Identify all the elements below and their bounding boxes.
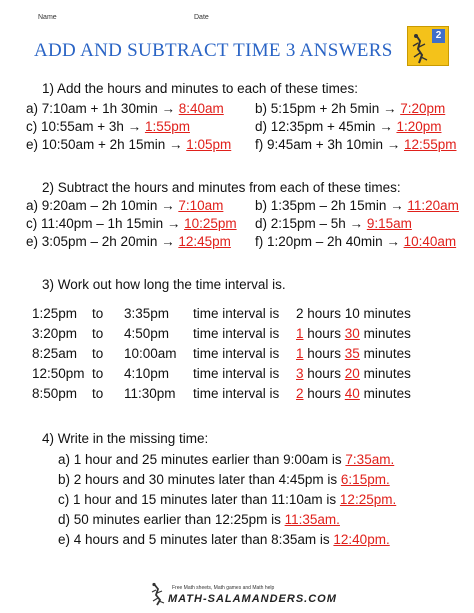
q3-interval-label: time interval is <box>193 346 280 361</box>
answer-text: 11:35am. <box>284 512 340 527</box>
q3-to: 10:00am <box>124 346 177 361</box>
hours-word: hours <box>303 366 345 381</box>
question-text: a) 7:10am + 1h 30min → <box>26 101 179 116</box>
q3-answer <box>296 366 411 381</box>
q3-answer: 2 hours 10 minutes <box>296 306 411 321</box>
answer-text: 8:40am <box>178 101 224 116</box>
question-text: c) 1 hour and 15 minutes later than 11:10am is <box>58 492 340 507</box>
answer-text: 7:10am <box>178 198 224 213</box>
answer-text: 1:55pm <box>144 119 190 134</box>
date-label: Date <box>194 14 209 21</box>
hours-value: 1 <box>296 326 304 341</box>
q2-item-c <box>26 216 237 231</box>
q1-heading: 1) Add the hours and minutes to each of these times: <box>42 81 358 96</box>
answer-text: 9:15am <box>366 216 412 231</box>
q4-item-a <box>58 452 394 467</box>
answer-text: 12:55pm <box>403 137 457 152</box>
q2-item-a <box>26 198 223 213</box>
q1-item-e <box>26 137 231 152</box>
q3-interval-label: time interval is <box>193 326 280 341</box>
q3-to-label: to <box>92 326 104 341</box>
q3-from: 3:20pm <box>32 326 78 341</box>
minutes-value: 20 <box>344 366 360 381</box>
question-text: e) 4 hours and 5 minutes later than 8:35am is <box>58 532 334 547</box>
q3-to: 11:30pm <box>124 386 176 401</box>
question-text: f) 9:45am + 3h 10min → <box>255 137 404 152</box>
hours-word: hours <box>303 326 345 341</box>
answer-text: 11:20am <box>407 198 459 213</box>
question-text: f) 1:20pm – 2h 40min → <box>255 234 404 249</box>
q3-from: 12:50pm <box>32 366 85 381</box>
question-text: c) 10:55am + 3h → <box>26 119 145 134</box>
footer-brand: MATH-SALAMANDERS.COM <box>168 593 337 605</box>
q4-item-b <box>58 472 390 487</box>
q3-to: 4:10pm <box>124 366 170 381</box>
question-text: a) 1 hour and 25 minutes earlier than 9:00am is <box>58 452 346 467</box>
question-text: c) 11:40pm – 1h 15min → <box>26 216 185 231</box>
question-text: e) 3:05pm – 2h 20min → <box>26 234 179 249</box>
minutes-word: minutes <box>359 346 411 361</box>
q3-from: 1:25pm <box>32 306 78 321</box>
q1-item-d <box>255 119 441 134</box>
hours-word: hours <box>303 346 345 361</box>
q3-to: 3:35pm <box>124 306 170 321</box>
q2-item-d <box>255 216 412 231</box>
q3-to-label: to <box>92 306 104 321</box>
q2-item-e <box>26 234 231 249</box>
q3-interval-label: time interval is <box>193 306 280 321</box>
answer-text: 10:40am <box>403 234 457 249</box>
q3-interval-label: time interval is <box>193 366 280 381</box>
minutes-word: minutes <box>359 366 411 381</box>
minutes-word: minutes <box>359 386 411 401</box>
q4-item-e <box>58 532 390 547</box>
minutes-value: 35 <box>344 346 360 361</box>
question-text: a) 9:20am – 2h 10min → <box>26 198 179 213</box>
question-text: b) 2 hours and 30 minutes later than 4:45pm is <box>58 472 341 487</box>
q3-to-label: to <box>92 366 104 381</box>
answer-text: 6:15pm. <box>340 472 390 487</box>
answer-text: 12:40pm. <box>333 532 390 547</box>
question-text: b) 5:15pm + 2h 5min → <box>255 101 401 116</box>
hours-word: hours <box>303 386 345 401</box>
q3-to-label: to <box>92 386 104 401</box>
hours-value: 1 <box>296 346 304 361</box>
minutes-value: 30 <box>344 326 360 341</box>
footer-tagline: Free Math sheets, Math games and Math help <box>172 585 275 591</box>
q3-from: 8:50pm <box>32 386 78 401</box>
q4-heading: 4) Write in the missing time: <box>42 431 209 446</box>
minutes-value: 40 <box>344 386 360 401</box>
salamander-logo <box>407 26 449 66</box>
hours-value: 3 <box>296 366 304 381</box>
q2-item-b <box>255 198 459 213</box>
q1-item-a <box>26 101 224 116</box>
q3-answer <box>296 386 411 401</box>
q4-item-c <box>58 492 396 507</box>
name-label: Name <box>38 14 57 21</box>
answer-text: 1:05pm <box>186 137 232 152</box>
q2-item-f <box>255 234 456 249</box>
question-text: d) 50 minutes earlier than 12:25pm is <box>58 512 285 527</box>
answer-text: 7:20pm <box>400 101 446 116</box>
q3-answer <box>296 346 411 361</box>
answer-text: 7:35am. <box>345 452 395 467</box>
q1-item-f <box>255 137 457 152</box>
question-text: b) 1:35pm – 2h 15min → <box>255 198 408 213</box>
q3-interval-label: time interval is <box>193 386 280 401</box>
q2-heading: 2) Subtract the hours and minutes from each of these times: <box>42 180 401 195</box>
q3-answer <box>296 326 411 341</box>
answer-text: 1:20pm <box>396 119 442 134</box>
question-text: e) 10:50am + 2h 15min → <box>26 137 187 152</box>
page-title: ADD AND SUBTRACT TIME 3 ANSWERS <box>34 40 393 61</box>
answer-text: 10:25pm <box>184 216 237 231</box>
q3-from: 8:25am <box>32 346 78 361</box>
level-badge: 2 <box>432 29 445 43</box>
q1-item-c <box>26 119 190 134</box>
q1-item-b <box>255 101 445 116</box>
q3-to-label: to <box>92 346 104 361</box>
q3-heading: 3) Work out how long the time interval is. <box>42 277 286 292</box>
hours-value: 2 <box>296 386 304 401</box>
question-text: d) 2:15pm – 5h → <box>255 216 367 231</box>
question-text: d) 12:35pm + 45min → <box>255 119 397 134</box>
q4-item-d <box>58 512 340 527</box>
answer-text: 12:25pm. <box>339 492 397 507</box>
answer-text: 12:45pm <box>178 234 231 249</box>
minutes-word: minutes <box>359 326 411 341</box>
q3-to: 4:50pm <box>124 326 170 341</box>
